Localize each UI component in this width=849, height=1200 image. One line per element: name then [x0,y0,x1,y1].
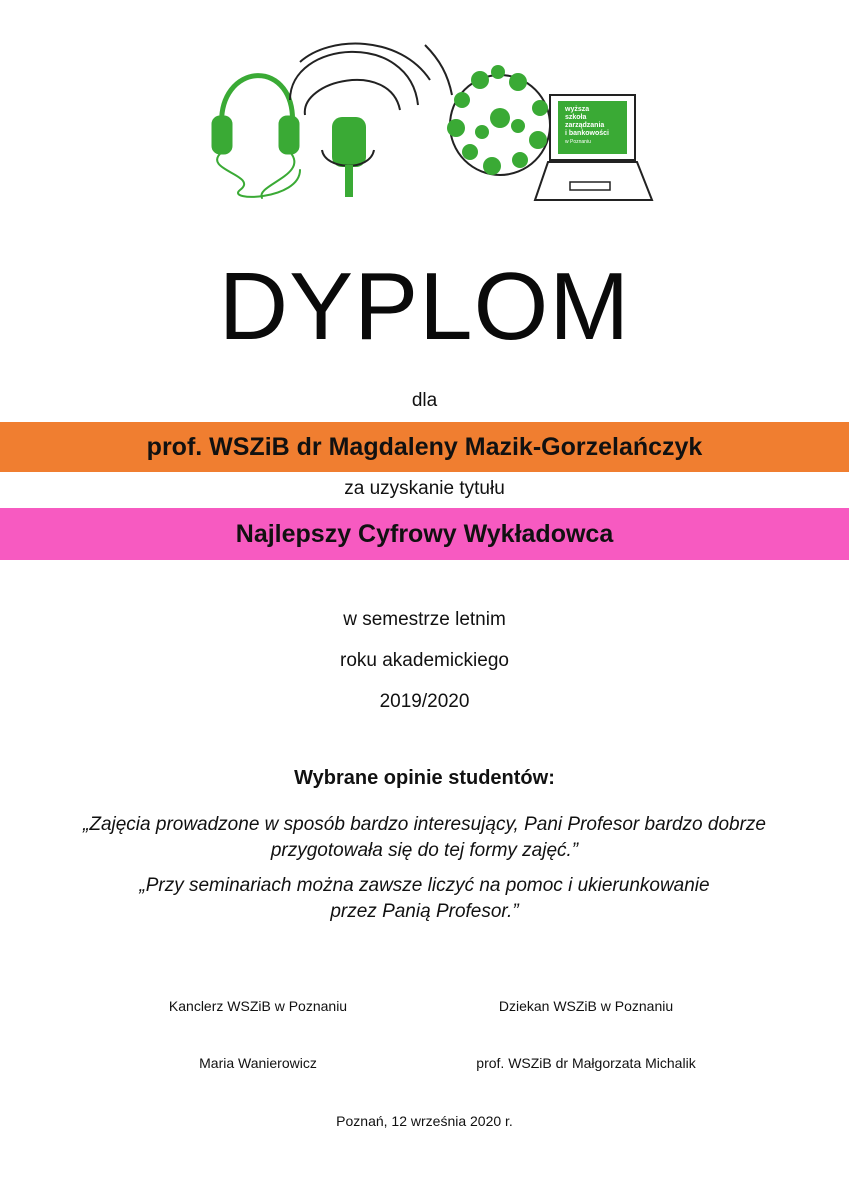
logo-line-3: zarządzania [565,122,605,129]
recipient-band [0,422,849,472]
place-date: Poznań, 12 września 2020 r. [336,1113,513,1129]
for-label: dla [411,390,438,411]
microphone-icon [290,44,452,197]
headphones-icon [214,76,300,198]
logo-line-1: wyższa [565,106,590,113]
globe-icon [447,65,550,175]
signature-right-title: Dziekan WSZiB w Poznaniu [498,998,674,1014]
logo-line-5: w Poznaniu [565,139,591,145]
academic-year-label: roku akademickiego [340,650,509,671]
opinions-title: Wybrane opinie studentów: [294,767,555,789]
diploma-title: DYPLOM [218,253,631,360]
quote-2-line-2: przez Panią Profesor.” [330,901,519,922]
signature-right-name: prof. WSZiB dr Małgorzata Michalik [476,1055,696,1071]
academic-year: 2019/2020 [379,691,470,712]
laptop-icon [535,95,652,200]
quote-1-line-2: przygotowała się do tej formy zajęć.” [270,840,579,861]
signature-left-title: Kanclerz WSZiB w Poznaniu [168,998,348,1014]
logo-line-2: szkoła [565,114,587,121]
logo-line-4: i bankowości [565,130,609,137]
recipient-name: prof. WSZiB dr Magdaleny Mazik-Gorzelańczyk [146,433,703,461]
quote-2-line-1: „Przy seminariach można zawsze liczyć na pomoc i ukierunkowanie [139,875,710,896]
quote-1-line-1: „Zajęcia prowadzone w sposób bardzo interesujący, Pani Profesor bardzo dobrze [83,814,766,835]
semester-text: w semestrze letnim [343,609,506,630]
signature-left-name: Maria Wanierowicz [199,1055,317,1071]
header-illustration [0,0,849,215]
award-band [0,508,849,560]
award-intro: za uzyskanie tytułu [344,478,505,499]
award-title: Najlepszy Cyfrowy Wykładowca [235,520,614,548]
